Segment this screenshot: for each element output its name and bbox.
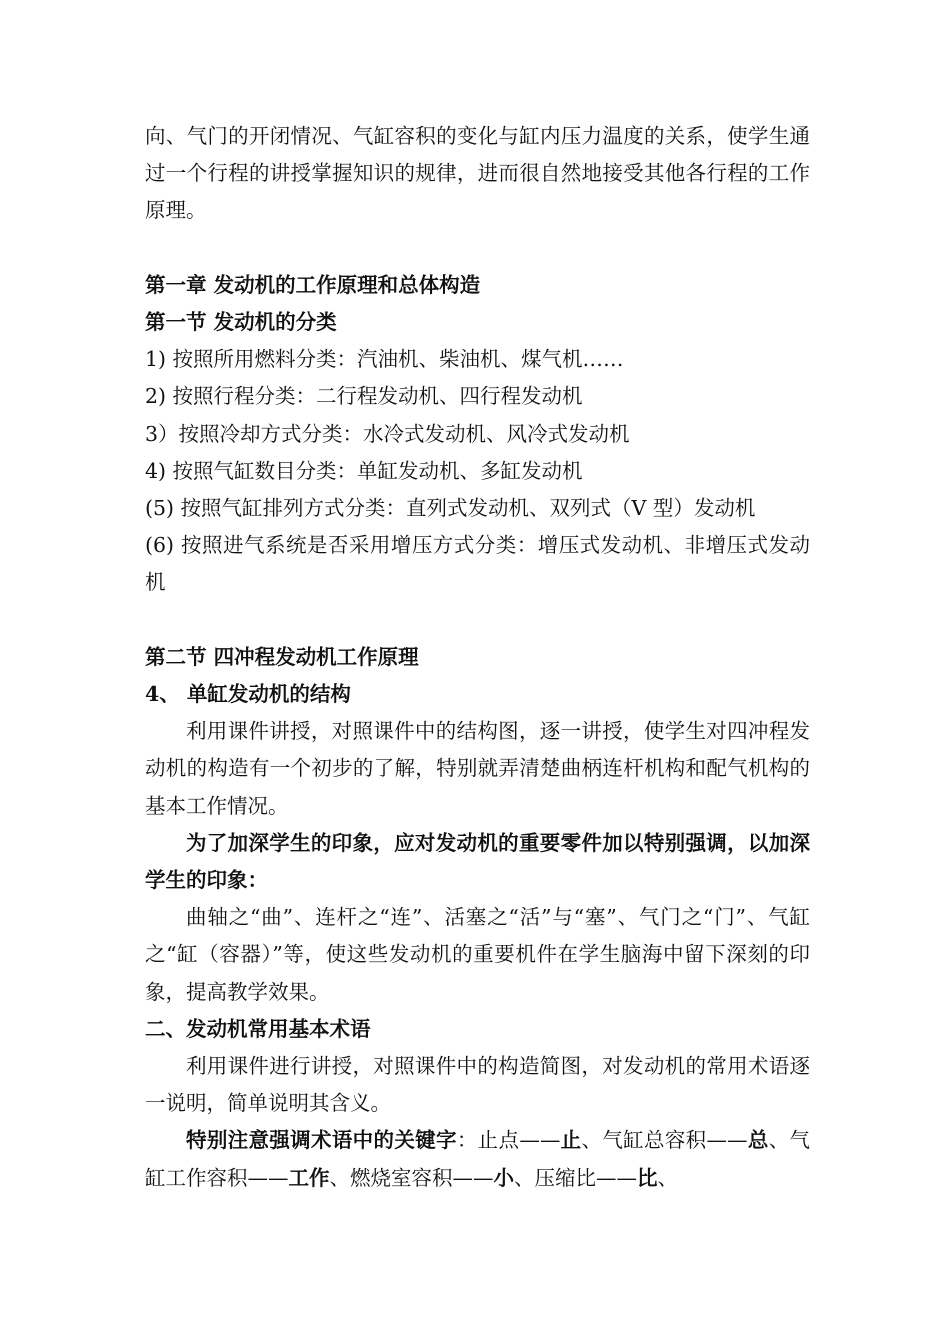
keywords-text: 、气缸工作容积—— bbox=[145, 1128, 811, 1190]
keyword: 比 bbox=[637, 1165, 658, 1190]
classification-item: 2) 按照行程分类：二行程发动机、四行程发动机 bbox=[145, 384, 583, 409]
keyword: 总 bbox=[747, 1128, 769, 1153]
keywords-text: 、燃烧室容积—— bbox=[329, 1165, 494, 1190]
subsection-single-cylinder-title: 4、 单缸发动机的结构 bbox=[145, 682, 351, 707]
keywords-paragraph bbox=[145, 1122, 810, 1196]
keyword: 小 bbox=[493, 1165, 514, 1190]
keyword: 工作 bbox=[288, 1165, 330, 1190]
keywords-text: ：止点—— bbox=[456, 1128, 561, 1153]
classification-item: (5) 按照气缸排列方式分类：直列式发动机、双列式（V 型）发动机 bbox=[145, 496, 756, 521]
keywords-text: 、 bbox=[657, 1165, 678, 1190]
section2-title: 第二节 四冲程发动机工作原理 bbox=[145, 644, 419, 669]
section1-title: 第一节 发动机的分类 bbox=[145, 310, 337, 334]
intro-paragraph: 向、气门的开闭情况、气缸容积的变化与缸内压力温度的关系，使学生通过一个行程的讲授掌握知识的规律，进而很自然地接受其他各行程的工作原理。 bbox=[145, 124, 810, 223]
document-page bbox=[145, 118, 810, 1197]
blank-line bbox=[145, 230, 810, 267]
blank-line bbox=[145, 602, 810, 639]
keywords-lead: 特别注意强调术语中的关键字 bbox=[186, 1128, 457, 1153]
terms-paragraph: 利用课件进行讲授，对照课件中的构造简图，对发动机的常用术语逐一说明，简单说明其含义。 bbox=[145, 1054, 810, 1116]
keywords-text: 、压缩比—— bbox=[514, 1165, 637, 1190]
mnemonic-paragraph: 曲轴之“曲”、连杆之“连”、活塞之“活”与“塞”、气门之“门”、气缸之“缸（容器）”等，使这些发动机的重要机件在学生脑海中留下深刻的印象，提高教学效果。 bbox=[145, 905, 810, 1004]
classification-item: 3）按照冷却方式分类：水冷式发动机、风冷式发动机 bbox=[145, 421, 630, 446]
structure-paragraph: 利用课件讲授，对照课件中的结构图，逐一讲授，使学生对四冲程发动机的构造有一个初步的了解，特别就弄清楚曲柄连杆机构和配气机构的基本工作情况。 bbox=[145, 719, 810, 818]
subsection-terms-title: 二、发动机常用基本术语 bbox=[145, 1016, 371, 1041]
chapter-title: 第一章 发动机的工作原理和总体构造 bbox=[145, 272, 481, 297]
keyword: 止 bbox=[560, 1128, 582, 1153]
emphasis-paragraph: 为了加深学生的印象，应对发动机的重要零件加以特别强调，以加深学生的印象： bbox=[145, 830, 810, 893]
classification-item: 1) 按照所用燃料分类：汽油机、柴油机、煤气机…… bbox=[145, 347, 624, 372]
classification-item: 4) 按照气缸数目分类：单缸发动机、多缸发动机 bbox=[145, 458, 583, 483]
classification-item: (6) 按照进气系统是否采用增压方式分类：增压式发动机、非增压式发动机 bbox=[145, 533, 810, 595]
keywords-text: 、气缸总容积—— bbox=[581, 1128, 748, 1153]
